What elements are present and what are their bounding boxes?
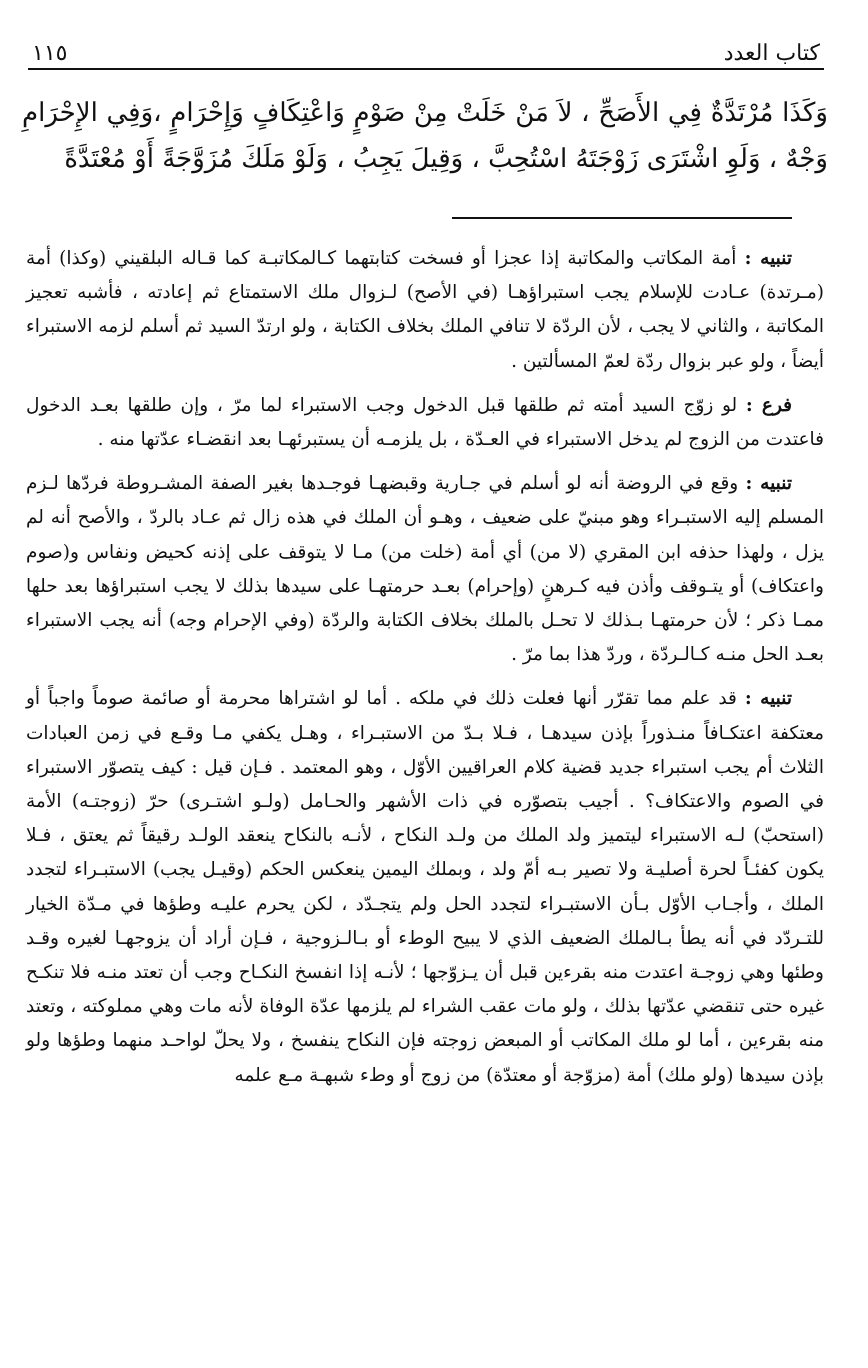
paragraph-text: قد علم مما تقرّر أنها فعلت ذلك في ملكه . أما لو اشتراها محرمة أو صائمة صوماً واجباً أو معتكفة اعتكـافاً منـذوراً بإذن سيدهـا ، فـلا بـدّ من الاستبـراء ، وهـل يكفي مـا وقـع في زمن العبادات الثلاث أم يجب استبراء جديد قضية كلام العراقيين الأوّل ، وهو المعتمد . فـإن قيل : كيف يتصوّر الاستبراء في الصوم والاعتكاف؟ . أجيب بتصوّره في ذات الأشهر والحـامل (ولـو اشتـرى) حرّ (زوجتـه) الأمة (استحبّ) لـه الاستبراء ليتميز ولد الملك من ولـد النكاح ، لأنـه بالنكاح ينعقد الولـد رقيقاً ثم يعتق ، فـلا يكون كفئـاً لحرة أصليـة ولا تصير بـه أمّ ولد ، وبملك اليمين ينعكس الحكم (وقيـل يجب) الاستبـراء لتجدد الملك ، وأجـاب الأوّل بـأن الاستبـراء لتجدد الحل ولم يتجـدّد ، لكن يحرم عليـه وطؤها في مـدّة الخيار للتـردّد في أنه يطأ بـالملك الضعيف الذي لا يبيح الوطء أو بـالـزوجية ، فـإن أراد أن يزوجهـا لغيره وقـد وطئها وهي زوجـة اعتدت منه بقرءين قبل أن يـزوّجها ؛ لأنـه إذا انفسخ النكـاح وجب أن تعتد منـه فلا تنكـح غيره حتى تنقضي عدّتها بذلك ، ولو مات عقب الشراء لم يلزمها عدّة الوفاة لأنه مات وهي مملوكته ، وتعتد منه بقرءين ، أما لو ملك المكاتب أو المبعض زوجته فإن النكاح ينفسخ ، ولا يحلّ لواحـد منهما وطؤها ولو بإذن سيدها (ولو ملك) أمة (مزوّجة أو معتدّة) من زوج أو وطء شبهـة مـع علمه: [26, 688, 824, 1086]
paragraph-text: لو زوّج السيد أمته ثم طلقها قبل الدخول وجب الاستبراء لما مرّ ، وإن طلقها بعـد الدخول فاعتدت من الزوج لم يدخل الاستبراء في العـدّة ، بل يلزمـه أن يستبرئهـا بعد انقضـاء عدّتها منه .: [26, 394, 824, 451]
paragraph-label: تنبيه :: [744, 688, 792, 710]
paragraph-label: فرع :: [745, 394, 792, 416]
matn-paragraph: وَكَذَا مُرْتَدَّةٌ فِي الأَصَحِّ ، لاَ مَنْ خَلَتْ مِنْ صَوْمٍ وَاعْتِكَافٍ وَإِحْرَامٍ ،وَفِي الإِحْرَامِ وَجْهٌ ، وَلَوِ اشْتَرَى زَوْجَتَهُ اسْتُحِبَّ ، وَقِيلَ يَجِبُ ، وَلَوْ مَلَكَ مُزَوَّجَةً أَوْ مُعْتَدَّةً: [22, 98, 828, 174]
matn-text-block: [22, 90, 828, 182]
paragraph-label: تنبيه :: [745, 473, 792, 495]
paragraph-text: وقع في الروضة أنه لو أسلم في جـارية وقبضهـا فوجـدها بغير الصفة المشـروطة فردّها لـزم المسلم إليه الاستبـراء وهو مبنيّ على ضعيف ، وهـو أن الملك في هذه زال ثم عـاد بالردّ ، والأصح أنه لم يزل ، ولهذا حذفه ابن المقري (لا من) أي أمة (خلت من) مـا لا يتوقف على إذنه كحيض ونفاس و(صوم واعتكاف) أو يتـوقف وأذن فيه كـرهنٍ (وإحرام) بعـد حرمتهـا على سيدها بذلك لا يجب استبراؤها بعد حلها ممـا ذكر ؛ لأن حرمتهـا بـذلك لا تحـل بالملك بخلاف الكتابة والردّة (وفي الإحرام وجه) أنه يجب الاستبراء بعـد الحل منـه كـالـردّة ، وردّ هذا بما مرّ .: [26, 473, 824, 666]
commentary-paragraph: [26, 682, 824, 1092]
commentary-paragraph: [26, 467, 824, 672]
paragraph-text: أمة المكاتب والمكاتبة إذا عجزا أو فسخت كتابتهما كـالمكاتبـة كما قـاله البلقيني (وكذا) أمة (مـرتدة) عـادت للإسلام يجب استبراؤهـا (في الأصح) لـزوال ملك الاستمتاع ثم إعادته ، فأشبه تعجيز المكاتبة ، والثاني لا يجب ، لأن الردّة لا تنافي الملك بخلاف الكتابة ، ولو ارتدّ السيد ثم أسلم لزمه الاستبراء أيضاً ، ولو عبر بزوال ردّة لعمّ المسألتين .: [26, 248, 824, 372]
commentary-block: [26, 242, 824, 1093]
matn-separator-rule: [452, 217, 792, 219]
commentary-paragraph: [26, 242, 824, 379]
page-number: ١١٥: [32, 41, 68, 66]
book-title: كتاب العدد: [723, 41, 820, 66]
commentary-paragraph: [26, 389, 824, 457]
header-rule: [28, 68, 824, 70]
paragraph-label: تنبيه :: [744, 248, 792, 269]
running-header: [32, 30, 820, 66]
